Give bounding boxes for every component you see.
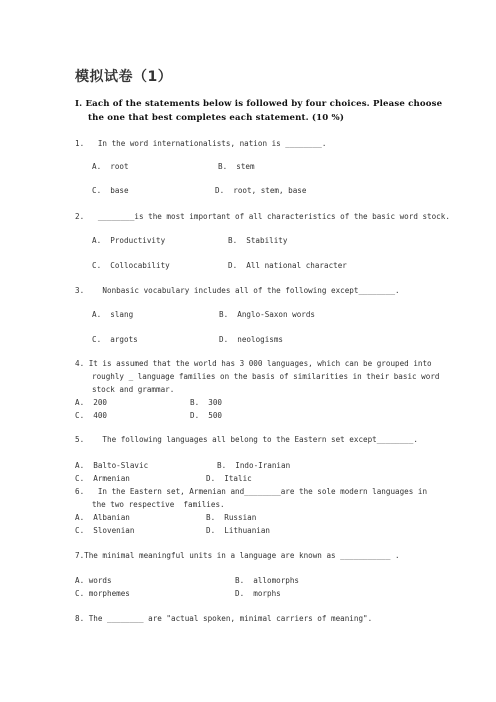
q3-option-a: A. slang (92, 310, 134, 319)
q6-option-c: C. Slovenian (75, 526, 135, 535)
q1-option-d: D. root, stem, base (215, 186, 307, 195)
q7-option-b: B. allomorphs (235, 576, 300, 585)
q5-option-b: B. Indo-Iranian (217, 461, 291, 470)
question-7: 7.The minimal meaningful units in a language are known as ___________ . (75, 551, 400, 560)
q3-option-d: D. neologisms (219, 335, 284, 344)
q3-option-b: B. Anglo-Saxon words (219, 310, 316, 319)
question-8: 8. The ________ are "actual spoken, minimal carriers of meaning". (75, 614, 373, 623)
q7-option-a: A. words (75, 576, 112, 585)
q1-option-c: C. base (92, 186, 129, 195)
q4-option-c: C. 400 (75, 411, 108, 420)
question-4-line3: stock and grammar. (92, 385, 175, 394)
question-3: 3. Nonbasic vocabulary includes all of the following except________. (75, 286, 400, 295)
question-5: 5. The following languages all belong to the Eastern set except________. (75, 435, 418, 444)
q2-option-b: B. Stability (228, 236, 288, 245)
question-4-line1: 4. It is assumed that the world has 3 000 languages, which can be grouped into (75, 359, 432, 368)
q5-option-d: D. Italic (206, 474, 252, 483)
q6-option-b: B. Russian (206, 513, 257, 522)
section-heading-line1: Ⅰ. Each of the statements below is followed by four choices. Please choose (75, 99, 443, 109)
q6-option-d: D. Lithuanian (206, 526, 271, 535)
question-6-line2: the two respective families. (92, 500, 225, 509)
q1-option-a: A. root (92, 162, 129, 171)
q1-option-b: B. stem (218, 162, 255, 171)
q4-option-b: B. 300 (190, 398, 223, 407)
q4-option-a: A. 200 (75, 398, 108, 407)
question-4-line2: roughly _ language families on the basis of similarities in their basic word (92, 372, 440, 381)
question-2: 2. ________is the most important of all characteristics of the basic word stock. (75, 212, 450, 221)
q3-option-c: C. argots (92, 335, 138, 344)
q4-option-d: D. 500 (190, 411, 223, 420)
q5-option-c: C. Armenian (75, 474, 130, 483)
q2-option-c: C. Collocability (92, 261, 170, 270)
q2-option-d: D. All national character (228, 261, 347, 270)
question-6-line1: 6. In the Eastern set, Armenian and________are the sole modern languages in (75, 487, 428, 496)
question-1: 1. In the word internationalists, nation is ________. (75, 139, 327, 148)
q5-option-a: A. Balto-Slavic (75, 461, 149, 470)
q7-option-c: C. morphemes (75, 589, 130, 598)
q7-option-d: D. morphs (235, 589, 281, 598)
section-heading-line2: the one that best completes each statement. (10 %) (88, 113, 345, 123)
page-title: 模拟试卷（1） (75, 69, 173, 85)
q6-option-a: A. Albanian (75, 513, 130, 522)
q2-option-a: A. Productivity (92, 236, 166, 245)
